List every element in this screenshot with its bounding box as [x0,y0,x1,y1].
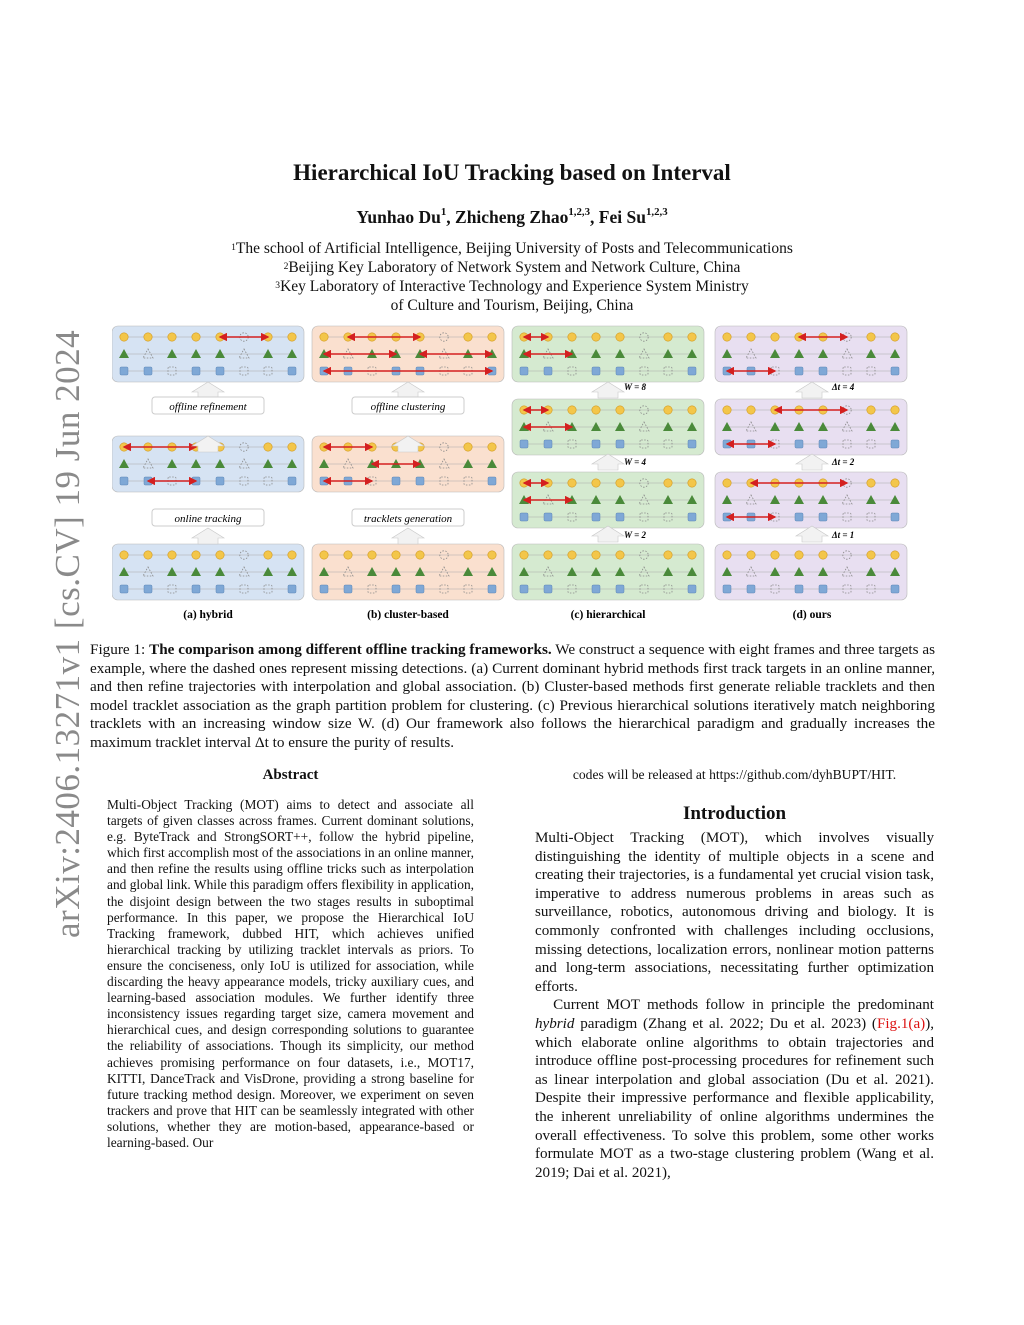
target-dot [464,551,472,559]
author-affil-sup: 1,2,3 [645,205,668,218]
target-square [592,440,600,448]
target-dot [747,406,755,414]
target-dot [288,443,296,451]
author-sep: , [446,207,456,227]
target-square [616,367,624,375]
abstract-heading: Abstract [262,767,319,783]
affil-text: of Culture and Tourism, Beijing, China [390,297,634,314]
introduction-body [535,829,934,1182]
target-dot [664,406,672,414]
author-name: Zhicheng Zhao [455,207,569,227]
introduction-heading: Introduction [682,803,787,824]
svg-text:offline refinement: offline refinement [169,401,247,413]
target-dot [723,406,731,414]
target-dot [568,479,576,487]
target-square [891,513,899,521]
flow-arrow [592,526,624,542]
target-square [819,367,827,375]
target-dot [192,551,200,559]
target-dot [488,551,496,559]
target-dot [192,333,200,341]
code-release-note: codes will be released at https://github.com/dyhBUPT/HIT. [572,767,897,782]
target-square [520,367,528,375]
target-dot [568,406,576,414]
window-label-4: W = 4 [624,457,646,467]
target-square [819,585,827,593]
target-dot [144,551,152,559]
target-dot [520,551,528,559]
process-label-online-tracking [152,509,264,526]
intro-paragraph-1: Multi-Object Tracking (MOT), which involves visually distinguishing the identity of multiple objects in a scene and creating their trajectories, is a fundamental yet crucial vision task, imperative to address numerous problems in areas such as surveillance, robotics, autonomous driving and biology. It is commonly confronted with challenges including occlusions, missing detections, localization errors, nonlinear motion patterns and long-term associations, necessitating further optimization efforts. [535,830,934,995]
target-dot [592,406,600,414]
caption-text: We construct a sequence with eight frames and three targets as example, where the dashed ones represent missing detections. (a) Current dominant hybrid methods first track targets in an online manner, and then refine trajectories with interpolation and global association. (b) Cluster-based methods first generate reliable tracklets and then model tracklet association as the graph partition problem for clustering. (c) Previous hierarchical solutions iteratively match neighboring tracklets with an increasing window size W. (d) Our framework also follows the hierarchical paradigm and gradually increases the maximum tracklet interval Δt to ensure the purity of results. [90,641,935,751]
track-panel-hybrid-refined [112,326,304,382]
target-square [688,513,696,521]
target-dot [592,551,600,559]
target-square [544,585,552,593]
target-dot [891,333,899,341]
target-dot [664,333,672,341]
interval-label-2: Δt = 2 [832,457,855,467]
target-dot [664,479,672,487]
target-dot [867,551,875,559]
flow-arrow [192,382,224,398]
target-square [723,585,731,593]
window-label-2: W = 2 [624,530,646,540]
target-dot [264,443,272,451]
subcaption-a: (a) hybrid [183,609,233,621]
target-square [520,440,528,448]
subcaption-d: (d) ours [792,609,832,621]
track-panel-cluster-input [312,544,504,600]
target-dot [723,479,731,487]
figure-reference-link[interactable]: Fig.1(a) [876,1015,926,1032]
target-dot [867,333,875,341]
affil-sup: 2 [283,261,289,273]
target-dot [416,551,424,559]
flow-arrow [592,382,624,398]
target-dot [771,551,779,559]
flow-arrow [392,528,424,544]
target-square [891,440,899,448]
target-square [819,513,827,521]
target-dot [464,443,472,451]
target-square [392,477,400,485]
intro-paragraph-2: Current MOT methods follow in principle the predominant hybrid paradigm (Zhang et al. 2022; Du et al. 2023) (Fig.1(a)), which elaborate online algorithms to obtain trajectories and introduce offline post-processing procedures for refinement such as linear interpolation and global association (Du et al. 2021). Despite their impressive performance and flexible applicability, the inherent unreliability of online algorithms undermines the overall effectiveness. To solve this problem, some other works formulate MOT as a two-stage clustering problem (Wang et al. 2019; Dai et al. 2021), [535,997,934,1181]
target-square [192,585,200,593]
target-square [592,513,600,521]
author-affil-sup: 1,2,3 [568,205,591,218]
target-square [891,585,899,593]
target-square [288,585,296,593]
target-dot [664,551,672,559]
target-square [795,440,803,448]
target-square [795,585,803,593]
affiliation-3 [0,277,1024,296]
figure-1-diagram [112,322,912,627]
flow-arrow [796,454,828,470]
flow-arrow [192,528,224,544]
target-dot [747,333,755,341]
target-dot [592,479,600,487]
track-panel-hierarchical-1 [512,399,704,455]
author-list [0,207,1024,228]
target-dot [747,551,755,559]
target-dot [120,333,128,341]
target-square [688,367,696,375]
paper-title: Hierarchical IoU Tracking based on Interval [293,160,731,185]
target-square [120,367,128,375]
track-panel-cluster-result [312,326,504,382]
target-dot [216,551,224,559]
target-square [344,585,352,593]
target-square [416,477,424,485]
target-square [192,367,200,375]
target-square [544,367,552,375]
target-dot [867,406,875,414]
affil-sup: 3 [275,280,281,292]
flow-arrow [392,382,424,398]
target-square [520,513,528,521]
target-square [616,440,624,448]
target-dot [368,551,376,559]
target-dot [168,333,176,341]
track-panel-ours-1 [715,399,907,455]
process-label-offline-clustering [352,397,464,414]
target-square [819,440,827,448]
target-dot [688,479,696,487]
target-square [616,513,624,521]
svg-text:online tracking: online tracking [174,513,242,525]
target-square [795,513,803,521]
target-dot [616,551,624,559]
target-dot [568,551,576,559]
target-dot [168,551,176,559]
target-dot [771,333,779,341]
target-square [144,585,152,593]
target-square [616,585,624,593]
affiliation-2 [0,258,1024,277]
target-dot [120,551,128,559]
target-dot [723,333,731,341]
target-dot [320,333,328,341]
target-dot [891,551,899,559]
target-dot [344,551,352,559]
target-dot [688,406,696,414]
target-square [795,367,803,375]
target-dot [616,333,624,341]
target-dot [592,333,600,341]
affil-text: Key Laboratory of Interactive Technology and Experience System Ministry [280,278,749,295]
target-dot [288,333,296,341]
target-dot [819,551,827,559]
target-square [320,585,328,593]
author-name: Yunhao Du [356,207,441,227]
interval-label-4: Δt = 4 [832,382,855,392]
target-dot [688,333,696,341]
target-dot [488,333,496,341]
target-square [688,440,696,448]
track-panel-hierarchical-3 [512,544,704,600]
svg-text:tracklets generation: tracklets generation [363,513,453,525]
subcaption-b: (b) cluster-based [367,609,449,621]
target-dot [616,479,624,487]
author-affil-sup: 1 [440,205,447,218]
target-square [216,585,224,593]
caption-bold: The comparison among different offline tracking frameworks. [149,641,552,658]
target-square [488,585,496,593]
target-square [144,367,152,375]
target-dot [144,333,152,341]
affil-text: The school of Artificial Intelligence, Beijing University of Posts and Telecommunications [235,240,793,257]
target-dot [723,551,731,559]
process-label-tracklets-generation [352,509,464,526]
flow-arrow [796,382,828,398]
target-dot [264,551,272,559]
target-square [488,477,496,485]
track-panel-hybrid-input [112,544,304,600]
target-square [288,367,296,375]
target-dot [544,551,552,559]
track-panel-ours-3 [715,544,907,600]
window-label-8: W = 8 [624,382,646,392]
target-dot [891,479,899,487]
affiliation-3-cont [0,296,1024,315]
abstract-text: Multi-Object Tracking (MOT) aims to detect and associate all targets of given classes across frames. Current dominant solutions, e.g. ByteTrack and StrongSORT++, follow the hybrid pipeline, which first accomplish most of the associations in an online manner, and then refine the results using offline tricks such as interpolation and global link. While this paradigm offers flexibility in application, the disjoint design between the two stages results in suboptimal performance. In this paper, we propose the Hierarchical IoU Tracking framework, dubbed HIT, which achieves unified hierarchical tracking by utilizing tracklet intervals as priors. To ensure the conciseness, only IoU is utilized for association, while discarding the heavy appearance models, tricky auxiliary cues, and learning-based association modules. We further identify three inconsistency issues regarding target size, camera movement and hierarchical cues, and design corresponding solutions to guarantee the reliability of associations. Though its simplicity, our method achieves promising performance on four datasets, i.e., MOT17, KITTI, DanceTrack and VisDrone, providing a strong baseline for future tracking method design. Moreover, we experiment on seven trackers and prove that HIT can be seamlessly integrated with other solutions, whether they are motion-based, appearance-based or learning-based. Our [107,797,474,1150]
target-square [216,477,224,485]
process-label-offline-refinement [152,397,264,414]
flow-arrow [796,526,828,542]
author-sep: , [590,207,599,227]
target-dot [464,333,472,341]
track-panel-ours-2 [715,472,907,528]
author-name: Fei Su [598,207,646,227]
subcaption-c: (c) hierarchical [570,609,646,621]
flow-arrow [592,454,624,470]
target-dot [795,551,803,559]
target-square [416,585,424,593]
target-dot [891,406,899,414]
target-square [592,367,600,375]
target-dot [568,333,576,341]
track-panel-ours-0 [715,326,907,382]
target-square [891,367,899,375]
affiliation-1 [0,239,1024,258]
target-dot [320,551,328,559]
affil-text: Beijing Key Laboratory of Network System and Network Culture, China [288,259,741,276]
target-square [120,585,128,593]
target-dot [616,406,624,414]
affil-sup: 1 [231,242,236,254]
target-square [688,585,696,593]
target-square [592,585,600,593]
target-square [520,585,528,593]
target-square [120,477,128,485]
track-panel-hierarchical-2 [512,472,704,528]
target-square [288,477,296,485]
target-square [544,440,552,448]
target-square [544,513,552,521]
target-dot [867,479,875,487]
target-dot [392,551,400,559]
target-square [392,585,400,593]
caption-label: Figure 1: [90,641,150,658]
target-square [216,367,224,375]
interval-label-1: Δt = 1 [832,530,855,540]
figure-caption [90,641,935,753]
target-dot [288,551,296,559]
track-panel-hierarchical-0 [512,326,704,382]
svg-text:offline clustering: offline clustering [370,401,446,413]
arxiv-stamp: arXiv:2406.13271v1 [cs.CV] 19 Jun 2024 [48,329,87,938]
target-square [747,585,755,593]
target-dot [688,551,696,559]
target-dot [488,443,496,451]
